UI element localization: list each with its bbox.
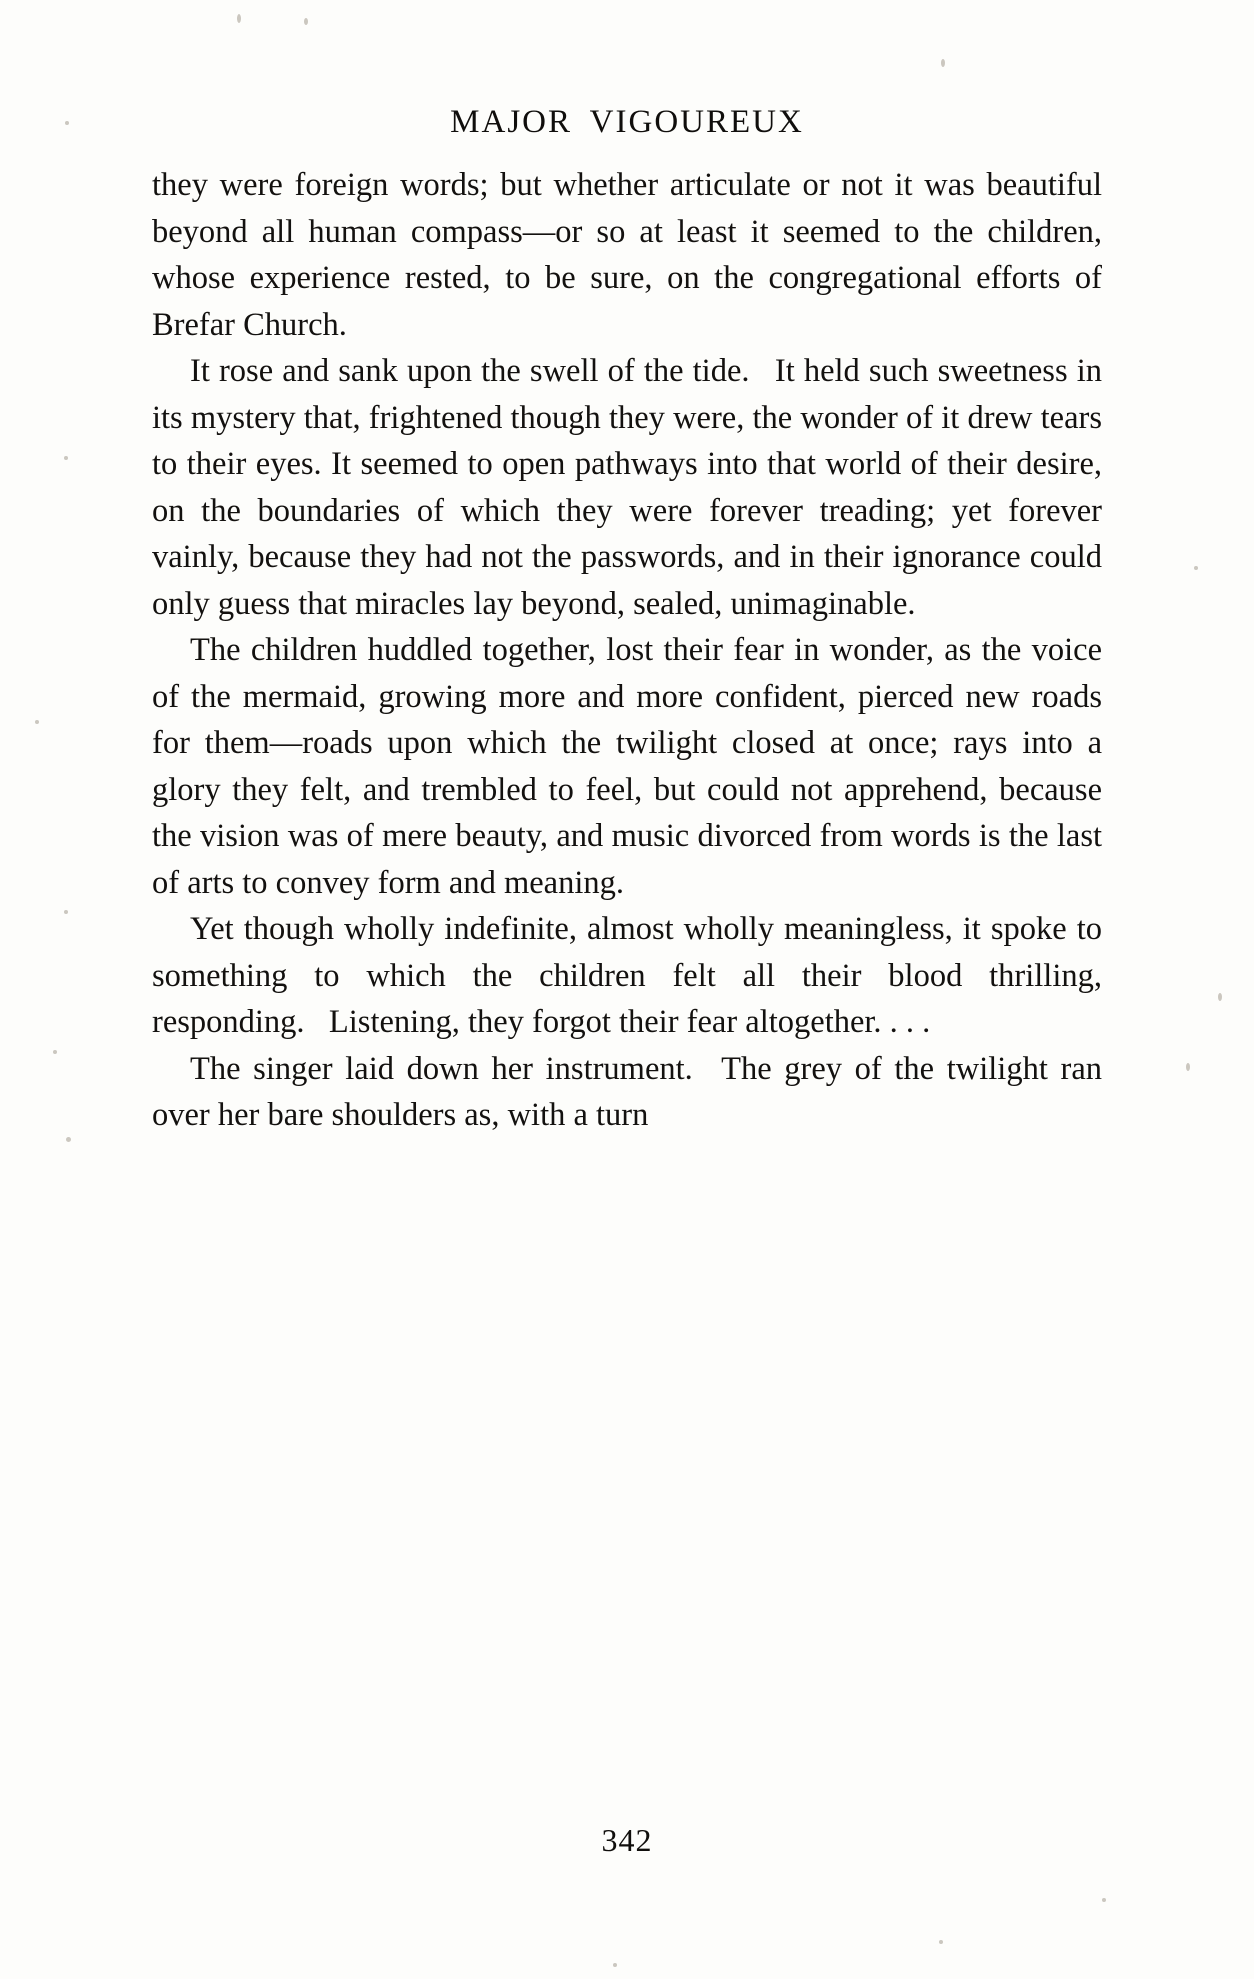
paper-speck	[941, 59, 945, 67]
paper-speck	[939, 1940, 943, 1944]
running-head: MAJOR VIGOUREUX	[450, 104, 804, 140]
paragraph: The singer laid down her instrument. The grey of the twilight ran over her bare shoulders as, with a turn	[152, 1050, 1102, 1133]
paper-speck	[64, 456, 68, 460]
paper-speck	[1194, 566, 1198, 570]
paper-speck	[66, 1137, 71, 1142]
paper-speck	[237, 14, 241, 23]
paper-speck	[304, 18, 308, 25]
paragraph: It rose and sank upon the swell of the tide. It held such sweetness in its mystery that, frightened though they were, the wonder of it drew tears to their eyes. It seemed to open pathways into that world of their desire, on the boundaries of which they were forever treading; yet forever vainly, because they had not the passwords, and in their ignorance could only guess that miracles lay beyond, sealed, unimaginable.	[152, 353, 1102, 622]
paper-speck	[35, 720, 39, 724]
paper-speck	[1102, 1898, 1106, 1902]
paragraph: The children huddled together, lost their fear in wonder, as the voice of the mermaid, growing more and more confident, pierced new roads for them—roads upon which the twilight closed at once; rays into a glory they felt, and trembled to feel, but could not apprehend, because the vision was of mere beauty, and music divorced from words is the last of arts to convey form and meaning.	[152, 632, 1102, 901]
paper-speck	[64, 910, 68, 914]
paper-speck	[613, 1963, 617, 1967]
paper-speck	[53, 1050, 57, 1054]
paper-speck	[1218, 993, 1222, 1001]
page-number: 342	[601, 1822, 653, 1858]
body-text	[152, 162, 1102, 1139]
paragraph: Yet though wholly indefinite, almost wholly meaningless, it spoke to something to which the children felt all their blood thrilling, responding. Listening, they forgot their fear altogether. . . .	[152, 911, 1102, 1040]
paragraph: they were foreign words; but whether articulate or not it was beautiful beyond all human compass—or so at least it seemed to the children, whose experience rested, to be sure, on the congregational efforts of Brefar Church.	[152, 167, 1102, 343]
paper-speck	[1186, 1063, 1190, 1071]
